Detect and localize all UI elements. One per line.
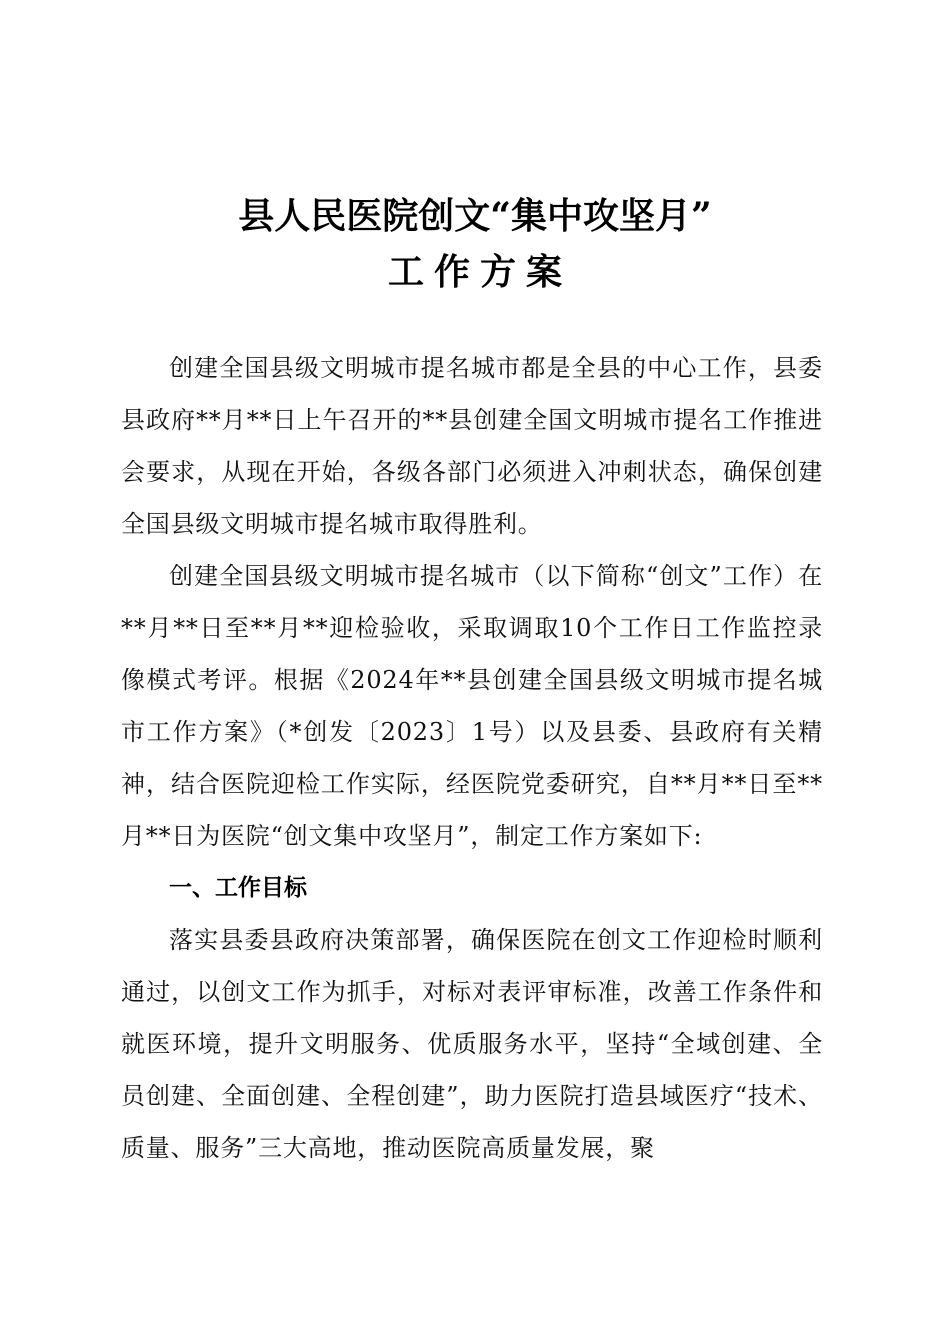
document-body [121, 342, 823, 1174]
paragraph-background: 创建全国县级文明城市提名城市（以下简称“创文”工作）在**月**日至**月**迎检验收，采取调取10个工作日工作监控录像模式考评。根据《2024年**县创建全国县级文明城市提名城市工作方案》（*创发〔2023〕1号）以及县委、县政府有关精神，结合医院迎检工作实际，经医院党委研究，自**月**日至**月**日为医院“创文集中攻坚月”，制定工作方案如下: [121, 562, 823, 850]
document-title-line-2: 工作方案 [387, 251, 572, 293]
document-title-line-1: 县人民医院创文“集中攻坚月” [238, 195, 712, 237]
section-heading-goals: 一、工作目标 [169, 875, 307, 901]
paragraph-goals: 落实县委县政府决策部署，确保医院在创文工作迎检时顺利通过，以创文工作为抓手，对标对表评审标准，改善工作条件和就医环境，提升文明服务、优质服务水平，坚持“全域创建、全员创建、全面创建、全程创建”，助力医院打造县域医疗“技术、质量、服务”三大高地，推动医院高质量发展，聚 [121, 926, 823, 1162]
paragraph-intro: 创建全国县级文明城市提名城市都是全县的中心工作，县委县政府**月**日上午召开的**县创建全国文明城市提名工作推进会要求，从现在开始，各级各部门必须进入冲刺状态，确保创建全国县级文明城市提名城市取得胜利。 [121, 354, 823, 538]
